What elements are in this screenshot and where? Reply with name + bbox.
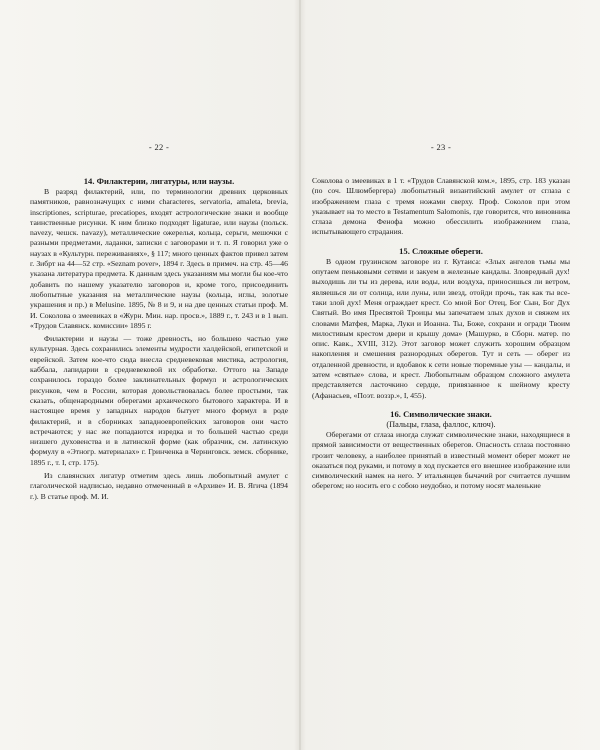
section-15-title: 15. Сложные обереги. <box>399 245 483 256</box>
right-intro-paragraph: Соколова о змеевиках в 1 т. «Трудов Славянской ком.», 1895, стр. 183 указан (по соч. Шлюмбергера) любопытный византийский амулет от сглаза с изображением глаза с тремя ножами сверху. Проф. Соколов при этом указывает на то место в Testamentum Salomonis, где говорится, что виновника сглаза демона Фенофа можно обессилить изображением глаза, испытывающего страдания. <box>312 176 570 237</box>
section-16-paragraph: Оберегами от сглаза иногда служат символические знаки, находящиеся в прямой зависимости от вещественных оберегов. Опасность сглаза постоянно грозит человеку, а наиболее принятый в известный момент оберег может не оказаться под руками, и потому в ход пускается его внешнее изображение или символический намек на него. У итальянцев бычачий рог считается лучшим оберегом; но носить его с собою неудобно, и потому носят маленькие <box>312 429 570 491</box>
left-paragraph-3: Из славянских лигатур отметим здесь лишь любопытный амулет с глаголической надписью, недавно отмеченный в «Архиве» И. В. Ягича (1894 г.). В статье проф. М. И. <box>30 471 288 501</box>
section-16-subtitle: (Пальцы, глаза, фаллос, ключ). <box>386 419 496 429</box>
section-15-paragraph: В одном грузинском заговоре из г. Кутаиса: «Злых ангелов тьмы мы опутаем пеньковыми сетями и закуем в железные кандалы. Зловредный дух! выходишь ли ты из дерева, или воды, или воздуха, приносишься ли ветром, являешься ли от солнца, или луны, или звезд, отойди прочь, так как ты все-таки злой дух! Меня ограждает крест. Со мной Бог Отец, Бог Сын, Бог Дух Святый. Во имя Пресвятой Троицы мы запечатаем злых духов и свяжем их словами Матфея, Марка, Луки и Иоанна. Ты, Боже, сохрани и огради Твоим милостивым крестом двери и крышу дома» (Машурко, в Сборн. матер. по опис. Кавк., XVIII, 312). Этот заговор может служить хорошим образцом накопления и смешения разнородных оберегов. Тут и сеть — оберег из отдаленной древности, и вдобавок к сети новые тюремные узы — кандалы, и затем «святые» слова, и крест. Любопытным образцом сложного амулета представляется ласточкино сердце, привязанное к шейному кресту (Афанасьев, «Поэт. воззр.», I, 455). <box>312 256 570 400</box>
left-paragraph-1: В разряд филактерий, или, по терминологии древних церковных памятников, равнозначущих с ними characteres, servatoria, amaleta, brevia, inscriptiones, scripturae, precatiopes, входят астрологические знаки и вообще таинственные рисунки. К ним близко подходят ligaturae, или наузы (польск. navezy, чешск. navazy), металлические ожерелья, кольца, серьги, мешочки с разными предметами, ладанки, записки с заговорами и т. п. Я говорил уже о наузах в «Культурн. переживаниях», § 117; много ценных фактов привел затем г. Зибрт на 44—52 стр. «Seznam pover», 1894 г. Здесь в примеч. на стр. 45—46 указана литература предмета. К данным здесь указаниям мы могли бы кое-что добавить по нашему указателю заговоров и, кроме того, присоединить любопытные указания на металлические наузы (кольца, иглы, золотые украшения и пр.) в Melusine. 1895, № 8 и 9, и на две ценных статьи проф. М. И. Соколова о змеевиках в «Журн. Мин. нар. просв.», 1889 г., т. 243 и в 1 вып. «Трудов Славянск. комиссии» 1895 г. <box>30 187 288 330</box>
section-14-title: 14. Филактерии, лигатуры, или наузы. <box>83 176 235 186</box>
right-page <box>300 0 600 750</box>
left-paragraph-2: Филактерии и наузы — тоже древность, но большею частью уже культурная. Здесь сохранились элементы мудрости халдейской, египетской и еврейской. Затем кое-что сюда внесла средневековая мистика, астрология, каббала, лапидарии в средневековой их обработке. Оттого на Западе сохранилось гораздо более заклинательных формул и астрологических рисунков, чем в России, которая довольствовалась более простыми, так сказать, общенародными оберегами архаического бытового характера. И в настоящее время у западных народов бытует много формул в роде филактерий, и в сборниках западноевропейских заговоров они часто встречаются; у нас же попадаются изредка и то большей частью среди низшего духовенства и в латинской форме (как образчик, см. латинскую формулу в «Этногр. материалах» г. Гринченка в Черниговск. земск. сборнике, 1895 г., т. I, стр. 175). <box>30 334 288 467</box>
section-16-title: 16. Символические знаки. <box>390 408 492 419</box>
page-number-left: - 22 - <box>148 142 170 152</box>
page-number-right: - 23 - <box>430 142 452 152</box>
